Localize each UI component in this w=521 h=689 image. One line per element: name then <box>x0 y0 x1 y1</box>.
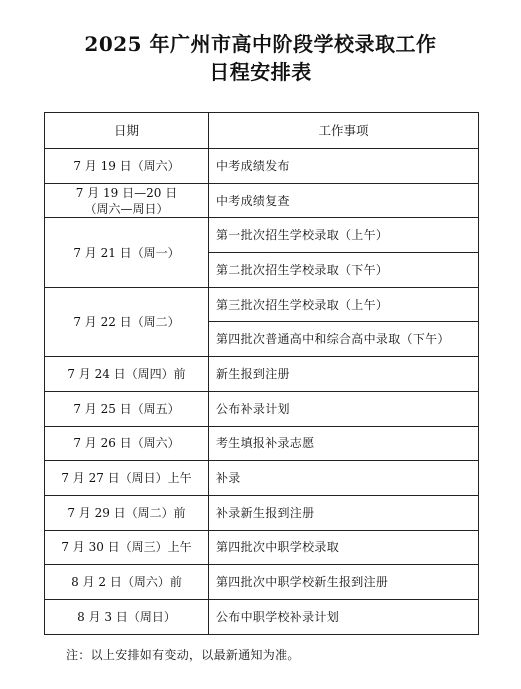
table-row <box>45 426 479 461</box>
header-task: 工作事项 <box>209 113 479 149</box>
task-cell: 第四批次中职学校录取 <box>209 530 479 565</box>
task-cell: 新生报到注册 <box>209 357 479 392</box>
date-line: 7 月 19 日—20 日 <box>75 185 178 200</box>
date-line: （周六—周日） <box>84 201 169 216</box>
date-cell: 7 月 26 日（周六） <box>45 426 209 461</box>
task-cell: 第一批次招生学校录取（上午） <box>209 218 479 253</box>
date-cell: 7 月 27 日（周日）上午 <box>45 461 209 496</box>
date-cell: 7 月 22 日（周二） <box>45 287 209 356</box>
date-cell: 7 月 24 日（周四）前 <box>45 357 209 392</box>
header-date: 日期 <box>45 113 209 149</box>
table-row <box>45 287 479 322</box>
date-cell: 7 月 29 日（周二）前 <box>45 495 209 530</box>
task-cell: 中考成绩复查 <box>209 183 479 218</box>
footnote: 注：以上安排如有变动，以最新通知为准。 <box>66 648 300 662</box>
date-cell <box>45 183 209 218</box>
date-cell: 7 月 30 日（周三）上午 <box>45 530 209 565</box>
table-row <box>45 357 479 392</box>
document-title-line1: 2025 年广州市高中阶段学校录取工作 <box>84 32 437 56</box>
table-row <box>45 183 479 218</box>
date-cell: 7 月 25 日（周五） <box>45 391 209 426</box>
task-cell: 考生填报补录志愿 <box>209 426 479 461</box>
task-cell: 公布中职学校补录计划 <box>209 599 479 634</box>
table-row <box>45 495 479 530</box>
task-cell: 第四批次普通高中和综合高中录取（下午） <box>209 322 479 357</box>
task-cell: 公布补录计划 <box>209 391 479 426</box>
task-cell: 第三批次招生学校录取（上午） <box>209 287 479 322</box>
task-cell: 补录 <box>209 461 479 496</box>
table-row <box>45 218 479 253</box>
table-row <box>45 565 479 600</box>
task-cell: 第四批次中职学校新生报到注册 <box>209 565 479 600</box>
task-cell: 第二批次招生学校录取（下午） <box>209 253 479 288</box>
date-cell: 7 月 21 日（周一） <box>45 218 209 287</box>
date-cell: 8 月 3 日（周日） <box>45 599 209 634</box>
date-cell: 8 月 2 日（周六）前 <box>45 565 209 600</box>
table-row <box>45 391 479 426</box>
schedule-table <box>44 112 479 635</box>
document-title-line2: 日程安排表 <box>209 60 312 84</box>
table-row <box>45 149 479 184</box>
table-header-row <box>45 113 479 149</box>
table-row <box>45 461 479 496</box>
table-row <box>45 599 479 634</box>
table-row <box>45 530 479 565</box>
task-cell: 中考成绩发布 <box>209 149 479 184</box>
date-cell: 7 月 19 日（周六） <box>45 149 209 184</box>
task-cell: 补录新生报到注册 <box>209 495 479 530</box>
